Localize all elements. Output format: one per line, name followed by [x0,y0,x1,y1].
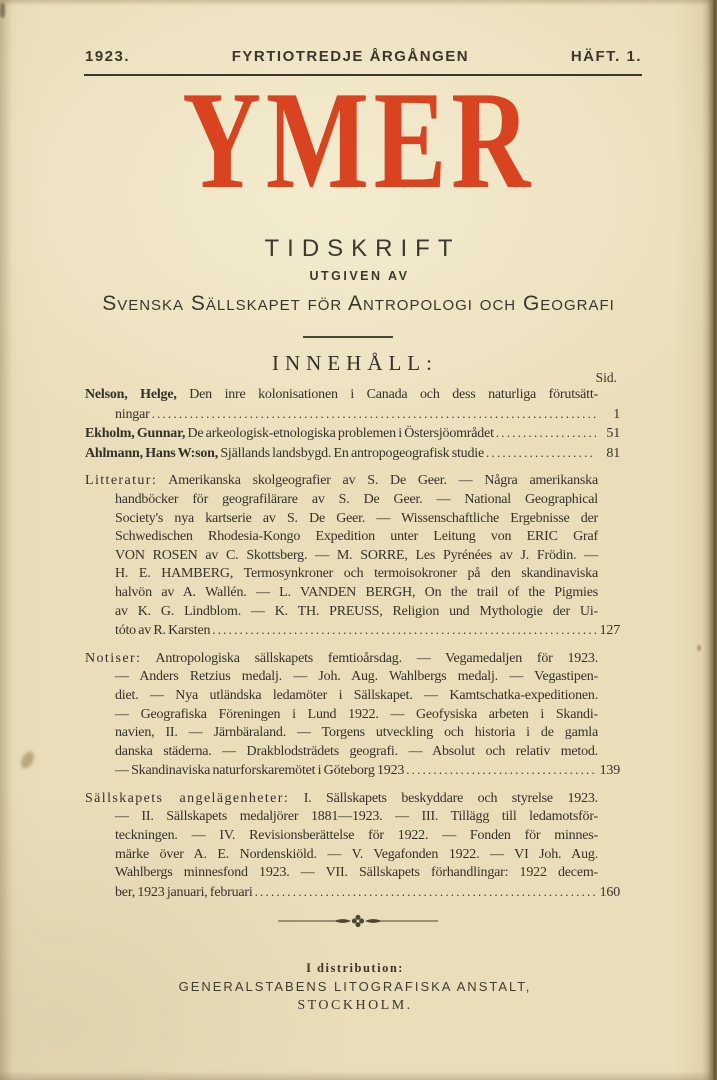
toc-entry-label: Notiser: [85,650,142,666]
printer-city: STOCKHOLM. [297,998,413,1013]
toc-entry-text: — Geografiska Föreningen i Lund 1922. — Geofysiska arbeten i Skandi- [115,706,598,722]
toc-line [85,621,620,641]
toc-lines [85,386,620,902]
paper-edge-right [702,0,717,1080]
toc-line [85,528,620,547]
published-by: UTGIVEN AV [309,269,410,283]
toc-entry-label: Ekholm, Gunnar, [85,426,186,442]
printer-name: GENERALSTABENS LITOGRAFISKA ANSTALT, [178,979,532,994]
divider-ornament [278,914,438,928]
toc-line [85,584,620,603]
toc-entry-text: — Skandinaviska naturforskaremötet i Göteborg 1923 [115,763,405,779]
toc-line [85,565,620,584]
toc-line [85,724,620,743]
toc-entry-page: 160 [599,884,620,900]
leader-dots [152,405,596,425]
toc-entry-page: 127 [599,623,620,639]
leader-dots [212,621,596,641]
toc-entry-page: 81 [606,445,620,461]
toc-entry-text: Den inre kolonisationen i Canada och dess naturliga förutsätt- [189,387,598,402]
toc-line [85,743,620,762]
paper-edge-top [0,0,717,6]
toc-entry-label: Nelson, Helge, [85,387,177,402]
toc-entry-text: I. Sällskapets beskyddare och styrelse 1923. [303,790,598,806]
toc-entry-lead [115,406,150,425]
toc-line [85,883,620,903]
page-column-label: Sid. [595,370,617,385]
toc-entry-text: märke över A. E. Nordenskiöld. — V. Vegafonden 1922. — VI Joh. Aug. [115,846,598,862]
toc-entry-page: 51 [606,426,620,442]
toc-entry-text: Wahlbergs minnesfond 1923. — VII. Sällskapets förhandlingar: 1922 decem- [115,865,598,881]
toc-entry-text: av K. G. Lindblom. — K. TH. PREUSS, Religion und Mythologie der Ui- [115,603,598,619]
paper-corner-mark [0,3,5,18]
toc-entry-lead [85,425,494,444]
paper-edge-left [0,0,12,1080]
leader-dots [255,883,596,903]
toc-line [85,386,620,405]
toc-line [85,808,620,827]
toc-entry-label: Sällskapets angelägenheter: [85,790,290,806]
toc-line [85,547,620,566]
toc-entry-lead [115,762,404,781]
toc-line [85,790,620,809]
toc-entry-text: tóto av R. Karsten [115,623,211,639]
toc-line [85,687,620,706]
toc-entry-page: 1 [613,406,620,422]
toc-entry-text: De arkeologisk-etnologiska problemen i Östersjöområdet [187,426,494,442]
paper-edge-bottom [0,1071,717,1080]
toc-heading: INNEHÅLL: [272,351,438,375]
toc-entry-text: Society's nya kartserie av S. De Geer. — Wissenschaftliche Ergebnisse der [115,510,598,526]
toc-entry-text: danska städerna. — Drakblodsträdets geografi. — Absolut och relativ metod. [115,743,598,759]
journal-subtitle: TIDSKRIFT [264,235,461,262]
toc-entry-text: — II. Sällskapets medaljörer 1881—1923. — III. Tillägg till ledamotsför- [115,809,598,825]
toc-line [85,424,620,444]
toc-entry-page: 139 [599,763,620,779]
toc-entry-text: — Anders Retzius medalj. — Joh. Aug. Wahlbergs medalj. — Vegastipen- [115,669,598,685]
toc-entry-text: ber, 1923 januari, februari [115,884,253,900]
toc-line [85,510,620,529]
toc-entry-text: Schwedischen Rhodesia-Kongo Expedition unter Leitung von ERIC Graf [115,529,598,545]
journal-year: 1923. [85,48,131,65]
toc-line [85,472,620,491]
toc-entry-text: halvön av A. Wallén. — L. VANDEN BERGH, On the trail of the Pigmies [115,584,598,600]
leader-dots [496,424,596,444]
paper-smudge [18,749,36,770]
toc-line [85,603,620,622]
toc-line [85,491,620,510]
journal-volume: FYRTIOTREDJE ÅRGÅNGEN [231,48,470,65]
toc-entry-text: ningar [115,406,150,422]
toc-entry-text: handböcker för geografilärare av S. De Geer. — National Geographical [115,491,598,507]
toc-entry-label: Litteratur: [85,473,158,489]
toc-entry-lead [115,622,210,641]
toc-line [85,761,620,781]
toc-line [85,846,620,865]
toc-line [85,668,620,687]
toc-line [85,706,620,725]
journal-title: YMER [182,63,535,218]
toc-line [85,650,620,669]
leader-dots [486,444,596,464]
toc-entry-text: navien, II. — Järnbäraland. — Torgens utveckling och historia i de gamla [115,725,598,741]
masthead-rule [303,336,393,338]
toc-line [85,827,620,846]
toc-entry-text: Själlands landsbygd. En antropogeografisk studie [220,445,484,461]
toc-entry-text: H. E. HAMBERG, Termosynkroner och termoisokroner på den skandinaviska [115,566,598,582]
distribution-label: I distribution: [306,961,404,975]
society-name: Svenska Sällskapet för Antropologi och Geografi [102,292,615,315]
toc-entry-text: Antropologiska sällskapets femtioårsdag. — Vegamedaljen för 1923. [155,650,598,666]
toc-entry-lead [85,445,484,464]
toc-entry-label: Ahlmann, Hans W:son, [85,445,219,461]
toc-entry-lead [115,884,253,903]
toc-entry-text: diet. — Nya utländska ledamöter i Sällskapet. — Kamtschatka-expeditionen. [115,687,598,703]
toc-line [85,444,620,464]
toc-entry-text: Amerikanska skolgeografier av S. De Geer. — Några amerikanska [168,473,598,489]
journal-issue: HÄFT. 1. [570,48,642,65]
toc-entry-text: VON ROSEN av C. Skottsberg. — M. SORRE, Les Pyrénées av J. Frödin. — [115,547,598,563]
toc-line [85,405,620,425]
toc-line [85,864,620,883]
leader-dots [406,761,596,781]
paper-speck [697,645,701,651]
toc-entry-text: teckningen. — IV. Revisionsberättelse för 1922. — Fonden för minnes- [115,828,598,844]
